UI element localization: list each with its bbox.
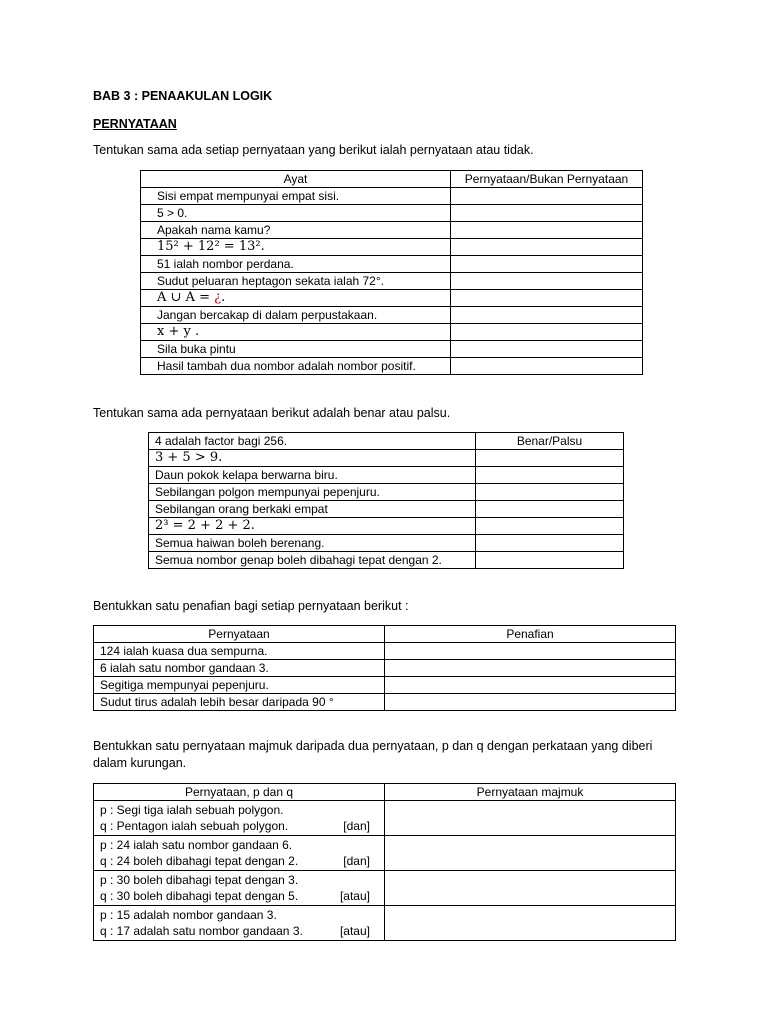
- header-penafian: Penafian: [385, 626, 676, 643]
- table-row: A ∪ A = ¿.: [141, 290, 451, 307]
- answer-cell[interactable]: [476, 467, 624, 484]
- q-statement-line: [100, 818, 378, 834]
- table-row: Jangan bercakap di dalam perpustakaan.: [141, 307, 451, 324]
- answer-cell[interactable]: [451, 290, 643, 307]
- answer-cell[interactable]: [476, 535, 624, 552]
- q-statement: q : 17 adalah satu nombor gandaan 3.: [100, 924, 303, 938]
- answer-cell[interactable]: [451, 341, 643, 358]
- connective-word: [atau]: [339, 924, 370, 938]
- table-row: Sisi empat mempunyai empat sisi.: [141, 188, 451, 205]
- table-row: 2³ = 2 + 2 + 2.: [149, 518, 476, 535]
- table-row: [94, 906, 385, 941]
- answer-cell[interactable]: [385, 906, 676, 941]
- answer-cell[interactable]: [451, 222, 643, 239]
- q-statement: q : Pentagon ialah sebuah polygon.: [100, 819, 289, 833]
- answer-cell[interactable]: [476, 552, 624, 569]
- q-statement-line: [100, 853, 378, 869]
- table-row: Sebilangan polgon mempunyai pepenjuru.: [149, 484, 476, 501]
- negation-table: [93, 625, 676, 711]
- q3-instruction: Bentukkan satu penafian bagi setiap pernyataan berikut :: [93, 599, 409, 613]
- connective-word: [dan]: [343, 854, 370, 868]
- p-statement: p : Segi tiga ialah sebuah polygon.: [100, 803, 284, 817]
- answer-cell[interactable]: [476, 450, 624, 467]
- q-statement-line: [100, 888, 378, 904]
- q-statement-line: [100, 923, 378, 939]
- q-statement: q : 24 boleh dibahagi tepat dengan 2.: [100, 854, 299, 868]
- table-row: Sudut peluaran heptagon sekata ialah 72°.: [141, 273, 451, 290]
- table-row: Sebilangan orang berkaki empat: [149, 501, 476, 518]
- header-majmuk: Pernyataan majmuk: [385, 784, 676, 801]
- table-row: 124 ialah kuasa dua sempurna.: [94, 643, 385, 660]
- p-statement: p : 15 adalah nombor gandaan 3.: [100, 908, 277, 922]
- table-row: 51 ialah nombor perdana.: [141, 256, 451, 273]
- answer-cell[interactable]: [385, 643, 676, 660]
- answer-cell[interactable]: [385, 871, 676, 906]
- section-title: PERNYATAAN: [93, 117, 177, 131]
- answer-cell[interactable]: [451, 273, 643, 290]
- answer-cell[interactable]: [476, 518, 624, 535]
- table-row: Apakah nama kamu?: [141, 222, 451, 239]
- table-row: 5 > 0.: [141, 205, 451, 222]
- answer-cell[interactable]: [451, 205, 643, 222]
- table-row: Semua nombor genap boleh dibahagi tepat dengan 2.: [149, 552, 476, 569]
- answer-cell[interactable]: [476, 501, 624, 518]
- statement-table: [140, 170, 643, 375]
- table-row: [94, 801, 385, 836]
- answer-cell[interactable]: [451, 358, 643, 375]
- q4-instruction: Bentukkan satu pernyataan majmuk daripada dua pernyataan, p dan q dengan perkataan yang diberi dalam kurungan.: [93, 739, 653, 770]
- p-statement: p : 30 boleh dibahagi tepat dengan 3.: [100, 873, 299, 887]
- empty-set-glyph: ¿: [214, 290, 222, 305]
- q2-instruction: Tentukan sama ada pernyataan berikut adalah benar atau palsu.: [93, 406, 451, 420]
- table-row: [94, 871, 385, 906]
- table-row: Sila buka pintu: [141, 341, 451, 358]
- answer-cell[interactable]: [451, 307, 643, 324]
- connective-word: [atau]: [339, 889, 370, 903]
- header-pernyataan: Pernyataan: [94, 626, 385, 643]
- table-row: 6 ialah satu nombor gandaan 3.: [94, 660, 385, 677]
- answer-cell[interactable]: [451, 256, 643, 273]
- answer-cell[interactable]: [385, 801, 676, 836]
- table-row: Sudut tirus adalah lebih besar daripada 90 °: [94, 694, 385, 711]
- table-row: Segitiga mempunyai pepenjuru.: [94, 677, 385, 694]
- answer-cell[interactable]: [385, 660, 676, 677]
- answer-cell[interactable]: [476, 484, 624, 501]
- answer-cell[interactable]: [385, 836, 676, 871]
- header-pernyataan: Pernyataan/Bukan Pernyataan: [451, 171, 643, 188]
- table-row: [94, 836, 385, 871]
- answer-cell[interactable]: [451, 239, 643, 256]
- table-row: Daun pokok kelapa berwarna biru.: [149, 467, 476, 484]
- header-benar-palsu: Benar/Palsu: [476, 433, 624, 450]
- answer-cell[interactable]: [451, 324, 643, 341]
- true-false-table: [148, 432, 624, 569]
- table-row: 15² + 12² = 13².: [141, 239, 451, 256]
- compound-statement-table: [93, 783, 676, 941]
- q-statement: q : 30 boleh dibahagi tepat dengan 5.: [100, 889, 299, 903]
- table-row: x + y .: [141, 324, 451, 341]
- chapter-title: BAB 3 : PENAAKULAN LOGIK: [93, 89, 273, 103]
- answer-cell[interactable]: [451, 188, 643, 205]
- p-statement: p : 24 ialah satu nombor gandaan 6.: [100, 838, 293, 852]
- header-ayat: Ayat: [141, 171, 451, 188]
- answer-cell[interactable]: [385, 677, 676, 694]
- table-row: Hasil tambah dua nombor adalah nombor positif.: [141, 358, 451, 375]
- table-row: 3 + 5 > 9.: [149, 450, 476, 467]
- answer-cell[interactable]: [385, 694, 676, 711]
- header-p-dan-q: Pernyataan, p dan q: [94, 784, 385, 801]
- q1-instruction: Tentukan sama ada setiap pernyataan yang berikut ialah pernyataan atau tidak.: [93, 143, 534, 157]
- connective-word: [dan]: [343, 819, 370, 833]
- header-first-statement: 4 adalah factor bagi 256.: [149, 433, 476, 450]
- table-row: Semua haiwan boleh berenang.: [149, 535, 476, 552]
